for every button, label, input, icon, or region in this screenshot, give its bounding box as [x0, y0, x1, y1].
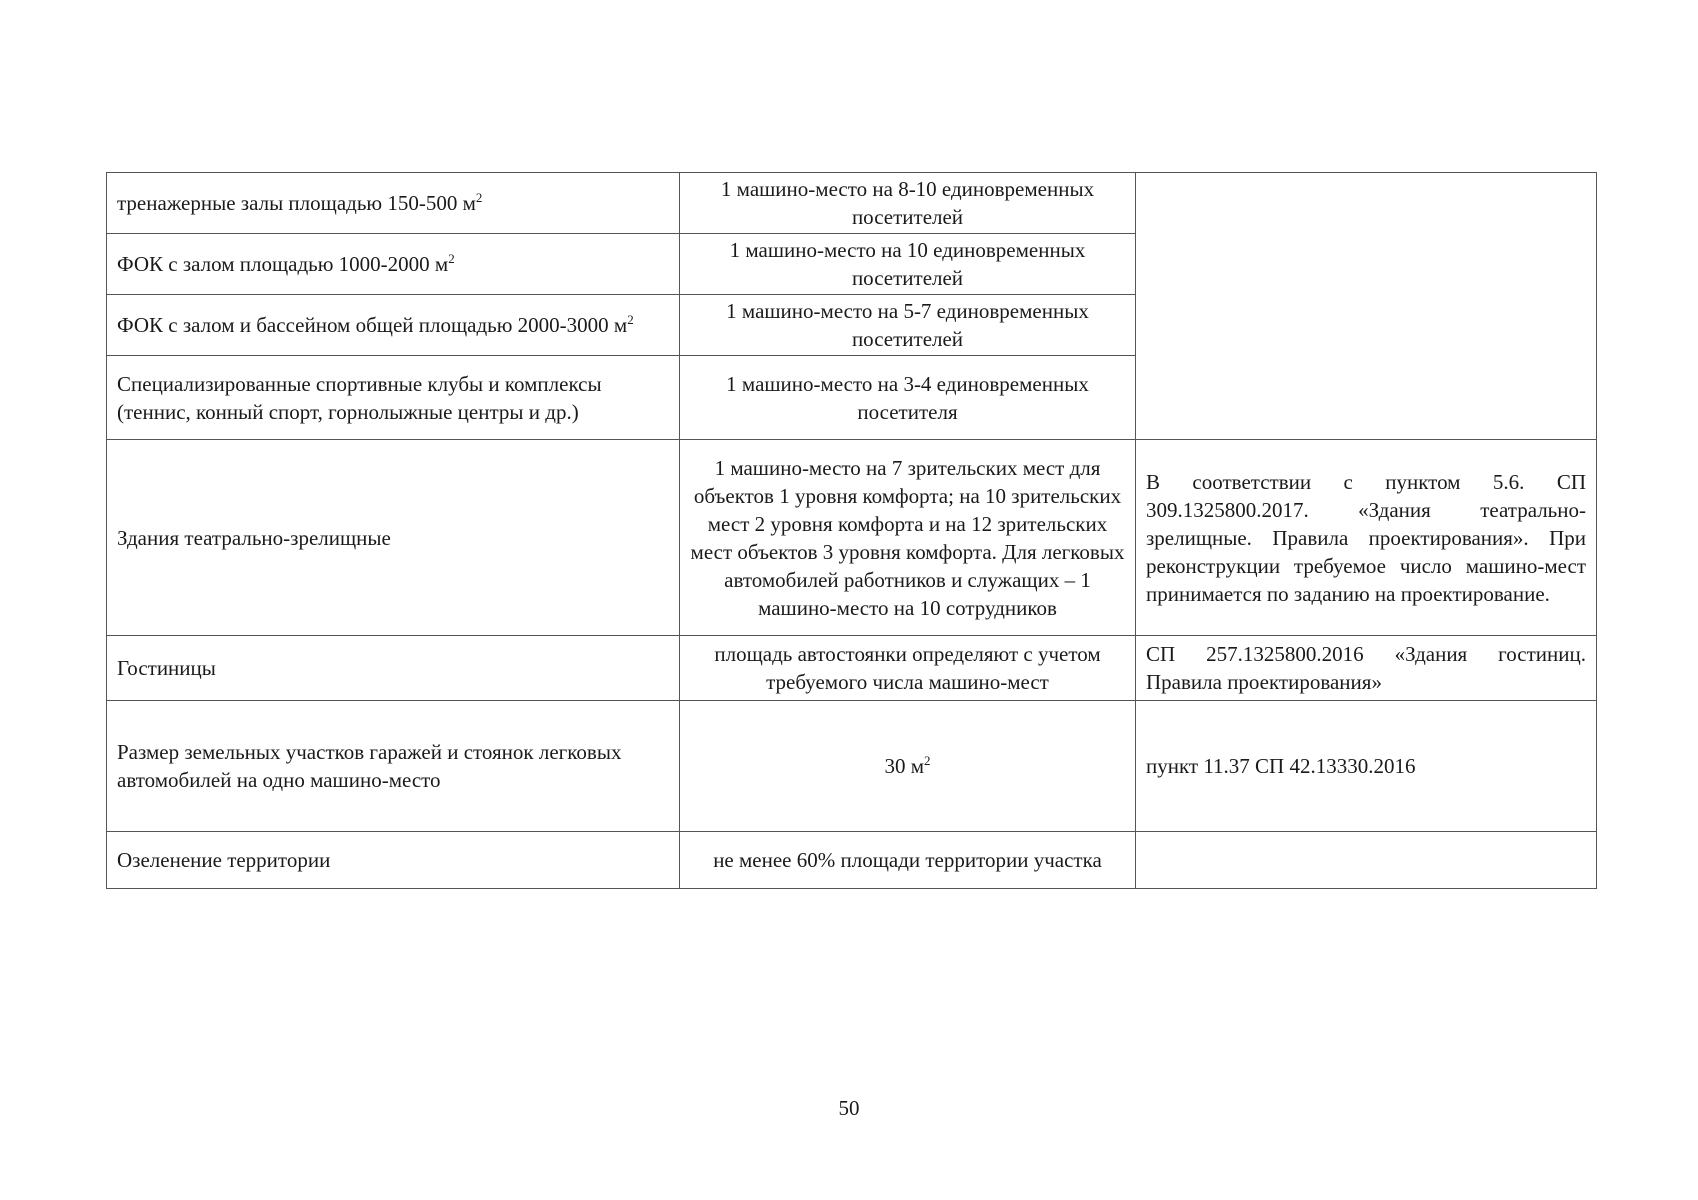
- norm-cell: 1 машино-место на 3-4 единовременных посетителя: [680, 356, 1136, 440]
- source-cell: [1136, 832, 1597, 889]
- object-cell: ФОК с залом и бассейном общей площадью 2000-3000 $м^2$: [107, 295, 680, 356]
- object-cell: Специализированные спортивные клубы и комплексы (теннис, конный спорт, горнолыжные центры и др.): [107, 356, 680, 440]
- norm-cell: 1 машино-место на 8-10 единовременных посетителей: [680, 173, 1136, 234]
- page-number: 50: [838, 1096, 860, 1120]
- norm-cell: не менее 60% площади территории участка: [680, 832, 1136, 889]
- object-cell: Размер земельных участков гаражей и стоянок легковых автомобилей на одно машино-место: [107, 701, 680, 832]
- table-row: [107, 173, 1597, 234]
- table-row: [107, 832, 1597, 889]
- object-cell: тренажерные залы площадью 150-500 $м^2$: [107, 173, 680, 234]
- object-cell: Здания театрально-зрелищные: [107, 440, 680, 636]
- object-cell: Гостиницы: [107, 636, 680, 701]
- source-cell-empty: [1136, 173, 1597, 440]
- table-row: [107, 701, 1597, 832]
- norm-cell: 1 машино-место на 7 зрительских мест для объектов 1 уровня комфорта; на 10 зрительских мест 2 уровня комфорта и на 12 зрительских мест объектов 3 уровня комфорта. Для легковых автомобилей работников и служащих – 1 машино-место на 10 сотрудников: [680, 440, 1136, 636]
- norm-cell: 30 $м^2$: [680, 701, 1136, 832]
- parking-norms-table: [106, 172, 1597, 889]
- source-cell: В соответствии с пунктом 5.6. СП 309.1325800.2017. «Здания театрально-зрелищные. Правила проектирования». При реконструкции требуемое число машино-мест принимается по заданию на проектирование.: [1136, 440, 1597, 636]
- norm-cell: площадь автостоянки определяют с учетом требуемого числа машино-мест: [680, 636, 1136, 701]
- object-cell: ФОК с залом площадью 1000-2000 $м^2$: [107, 234, 680, 295]
- table-row: [107, 440, 1597, 636]
- norm-cell: 1 машино-место на 5-7 единовременных посетителей: [680, 295, 1136, 356]
- source-cell: СП 257.1325800.2016 «Здания гостиниц. Правила проектирования»: [1136, 636, 1597, 701]
- source-cell: пункт 11.37 СП 42.13330.2016: [1136, 701, 1597, 832]
- norm-cell: 1 машино-место на 10 единовременных посетителей: [680, 234, 1136, 295]
- object-cell: Озеленение территории: [107, 832, 680, 889]
- table-row: [107, 636, 1597, 701]
